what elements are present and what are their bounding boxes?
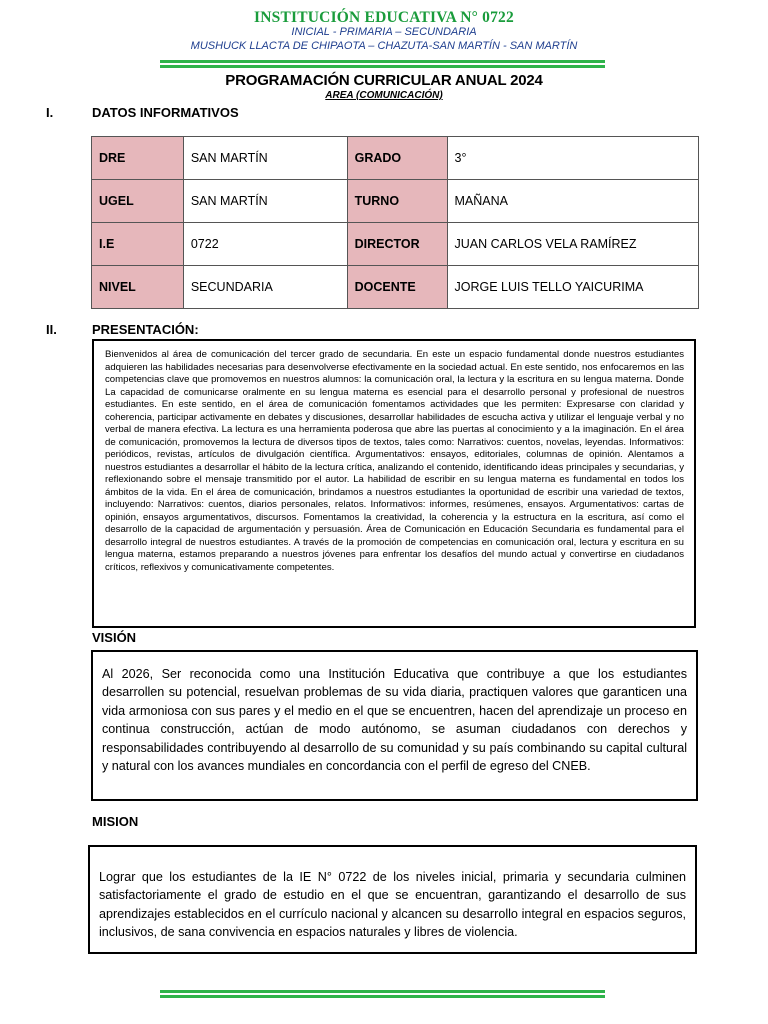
vision-box — [91, 650, 698, 801]
vision-title: VISIÓN — [92, 630, 137, 645]
vision-text: Al 2026, Ser reconocida como una Institución Educativa que contribuye a que los estudiantes desarrollen su potencial, resuelvan problemas de su vida diaria, practiquen valores que garanticen una vida armoniosa con sus pares y el medio en el que se encuentren, hacen del aprendizaje un proceso en continua construcción, actúan de modo autónomo, se asuman ciudadanos con derechos y responsabilidades contribuyendo al desarrollo de su comunidad y su país combinando su capital cultural y natural con los avances mundiales en concordancia con el perfil de egreso del CNEB. — [102, 667, 687, 774]
school-name: INSTITUCIÓN EDUCATIVA N° 0722 — [254, 9, 514, 26]
info-label: TURNO — [347, 180, 447, 223]
info-label: DIRECTOR — [347, 223, 447, 266]
school-levels: INICIAL - PRIMARIA – SECUNDARIA — [291, 26, 477, 38]
info-value: JUAN CARLOS VELA RAMÍREZ — [447, 223, 698, 266]
school-address: MUSHUCK LLACTA DE CHIPAOTA – CHAZUTA-SAN MARTÍN - SAN MARTÍN — [190, 40, 578, 52]
info-table — [91, 136, 699, 309]
table-row — [92, 137, 699, 180]
presentation-text: Bienvenidos al área de comunicación del tercer grado de secundaria. En este un espacio fundamental donde nuestros estudiantes adquieren las habilidades necesarias para desenvolverse efectivamente en la sociedad actual. En este sentido, nos enfocaremos en las competencias clave que promovemos en nuestros alumnos: la comunicación oral, la lectura y la escritura en su lengua materna. Donde La capacidad de comunicarse oralmente en su lengua materna es esencial para el desarrollo personal y profesional de nuestros estudiantes. En este sentido, en el área de comunicación fomentamos actividades que les permiten: Expresarse con claridad y coherencia, participar activamente en debates y discusiones, desarrollar habilidades de escucha activa y utilizar el lenguaje verbal y no verbal de manera efectiva. La lectura es una herramienta poderosa que abre las puertas al conocimiento y a la imaginación. En el área de comunicación, promovemos la lectura de diversos tipos de textos, tales como: Narrativos: cuentos, novelas, leyendas. Informativos: periódicos, revistas, artículos de divulgación científica. Argumentativos: ensayos, editoriales, columnas de opinión. Alentamos a nuestros estudiantes a desarrollar el hábito de la lectura crítica, analizando el contenido, identificando ideas principales y secundarias, y reflexionando sobre el mensaje transmitido por el autor. La habilidad de escribir en su lengua materna es fundamental en todos los ámbitos de la vida. En el área de comunicación, brindamos a nuestros estudiantes la oportunidad de escribir una variedad de textos, incluyendo: Narrativos: cuentos, diarios personales, relatos. Informativos: informes, resúmenes, ensayos. Argumentativos: cartas de opinión, ensayos argumentativos, discursos. Fomentamos la creatividad, la coherencia y la estructura en la escritura, así como el desarrollo de la capacidad de argumentación y persuasión. Área de Comunicación en Educación Secundaria es fundamental para el desarrollo integral de nuestros estudiantes. A través de la promoción de competencias en comunicación oral, lectura y escritura en su lengua materna, estamos preparando a nuestros jóvenes para enfrentar los desafíos del mundo actual y convertirse en ciudadanos críticos, reflexivos y comunicativamente competentes. — [105, 349, 684, 573]
section-2-number: II. — [46, 322, 57, 337]
presentation-box — [92, 339, 696, 628]
table-row — [92, 266, 699, 309]
document-subtitle: AREA (COMUNICACIÓN) — [325, 90, 443, 101]
info-value: JORGE LUIS TELLO YAICURIMA — [447, 266, 698, 309]
mission-text: Lograr que los estudiantes de la IE N° 0722 de los niveles inicial, primaria y secundaria culminen satisfactoriamente el grado de estudio en el que se encuentran, garantizando el desarrollo de sus aprendizajes establecidos en el currículo nacional y alcancen su desarrollo integral en espacios seguros, inclusivos, de sana convivencia en espacios naturales y libres de violencia. — [99, 870, 686, 940]
info-label: GRADO — [347, 137, 447, 180]
section-2-title: PRESENTACIÓN: — [92, 322, 199, 337]
info-label: DOCENTE — [347, 266, 447, 309]
footer-divider-top — [160, 990, 605, 993]
info-value: SAN MARTÍN — [183, 137, 347, 180]
header-divider-top — [160, 60, 605, 63]
table-row — [92, 180, 699, 223]
section-1-title: DATOS INFORMATIVOS — [92, 105, 239, 120]
info-value: SAN MARTÍN — [183, 180, 347, 223]
info-label: I.E — [92, 223, 184, 266]
table-row — [92, 223, 699, 266]
info-value: 3° — [447, 137, 698, 180]
info-value: 0722 — [183, 223, 347, 266]
mission-title: MISION — [92, 814, 139, 829]
info-value: SECUNDARIA — [183, 266, 347, 309]
header-divider-bottom — [160, 65, 605, 68]
document-title: PROGRAMACIÓN CURRICULAR ANUAL 2024 — [225, 72, 543, 89]
info-label: UGEL — [92, 180, 184, 223]
info-value: MAÑANA — [447, 180, 698, 223]
info-label: NIVEL — [92, 266, 184, 309]
mission-box — [88, 845, 697, 954]
section-1-number: I. — [46, 105, 54, 120]
footer-divider-bottom — [160, 995, 605, 998]
info-label: DRE — [92, 137, 184, 180]
